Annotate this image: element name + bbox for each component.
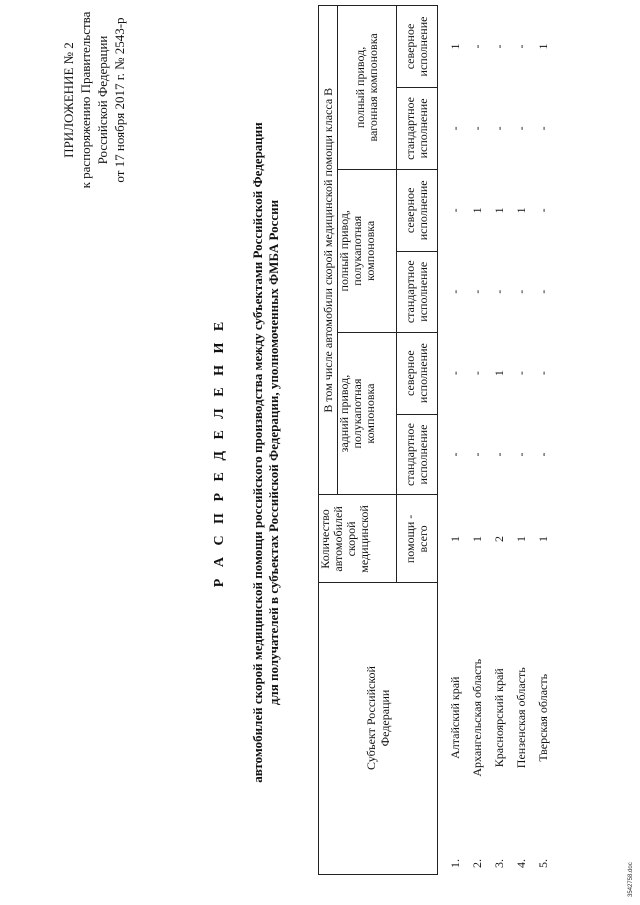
total-value: 1 [469, 535, 484, 542]
cell-value: - [491, 289, 506, 294]
table-row [438, 6, 467, 875]
cell-value: - [469, 452, 484, 457]
header-class-b: В том числе автомобили скорой медицинской помощи класса В [319, 6, 338, 495]
header-standard-1: стандартное исполнение [397, 414, 438, 495]
distribution-table [318, 5, 554, 875]
cell-value: - [447, 371, 462, 376]
header-quantity-top: Количество автомобилей скорой медицинской [319, 495, 397, 583]
cell-value: 1 [469, 207, 484, 214]
total-value: 1 [535, 535, 550, 542]
region-name: Красноярский край [491, 668, 506, 768]
row-number: 4. [513, 859, 528, 869]
cell-value: 1 [447, 43, 462, 50]
cell-value: - [535, 289, 550, 294]
region-name: Алтайский край [447, 676, 462, 759]
cell-value: - [535, 126, 550, 131]
cell-value: 1 [491, 207, 506, 214]
appendix-line-1: к распоряжению Правительства [78, 11, 93, 189]
document-subtitle [250, 70, 282, 835]
cell-value: - [469, 126, 484, 131]
header-number [319, 853, 438, 875]
cell-value: - [491, 452, 506, 457]
appendix-line-2: Российской Федерации [95, 35, 110, 165]
document-title: Р А С П Р Е Д Е Л Е Н И Е [212, 317, 227, 588]
cell-value: - [513, 44, 528, 49]
header-group-1: задний привод, полукапотная компоновка [338, 332, 397, 495]
table-row [510, 6, 532, 875]
cell-value: - [469, 289, 484, 294]
cell-value: - [491, 126, 506, 131]
cell-value: - [447, 452, 462, 457]
total-value: 1 [447, 535, 462, 542]
cell-value: - [447, 126, 462, 131]
appendix-line-3: от 17 ноября 2017 г. № 2543-р [112, 17, 127, 183]
table-row [532, 6, 554, 875]
appendix-block [60, 0, 128, 200]
row-number: 5. [535, 859, 550, 869]
header-standard-3: стандартное исполнение [397, 87, 438, 169]
document-code: 3542758.doc [628, 862, 634, 897]
row-number: 1. [447, 859, 462, 869]
header-northern-1: северное исполнение [397, 332, 438, 414]
row-number: 2. [469, 859, 484, 869]
cell-value: - [535, 208, 550, 213]
header-standard-2: стандартное исполнение [397, 251, 438, 332]
row-number: 3. [491, 859, 506, 869]
table-row [466, 6, 488, 875]
header-northern-3: северное исполнение [397, 6, 438, 88]
subtitle-line-1: автомобилей скорой медицинской помощи российского производства между субъектами Российской Федерации [250, 122, 265, 783]
region-name: Архангельская область [469, 658, 484, 777]
cell-value: 1 [513, 207, 528, 214]
cell-value: 1 [491, 370, 506, 377]
cell-value: 1 [535, 43, 550, 50]
table-body [438, 6, 555, 875]
cell-value: - [513, 452, 528, 457]
cell-value: - [447, 208, 462, 213]
cell-value: - [469, 371, 484, 376]
header-quantity-bottom: помощи - всего [397, 495, 438, 583]
cell-value: - [447, 289, 462, 294]
cell-value: - [469, 44, 484, 49]
cell-value: - [513, 371, 528, 376]
total-value: 1 [513, 535, 528, 542]
cell-value: - [535, 452, 550, 457]
header-subject: Субъект Российской Федерации [319, 583, 438, 853]
header-group-3: полный привод, вагонная компоновка [338, 6, 397, 170]
table-row [488, 6, 510, 875]
cell-value: - [513, 289, 528, 294]
appendix-number: ПРИЛОЖЕНИЕ № 2 [61, 42, 76, 158]
subtitle-line-2: для получателей в субъектах Российской Федерации, уполномоченных ФМБА России [266, 199, 281, 706]
cell-value: - [491, 44, 506, 49]
cell-value: - [535, 371, 550, 376]
region-name: Пензенская область [513, 667, 528, 769]
cell-value: - [513, 126, 528, 131]
region-name: Тверская область [535, 673, 550, 762]
header-group-2: полный привод, полукапотная компоновка [338, 169, 397, 332]
total-value: 2 [491, 535, 506, 542]
header-northern-2: северное исполнение [397, 169, 438, 251]
